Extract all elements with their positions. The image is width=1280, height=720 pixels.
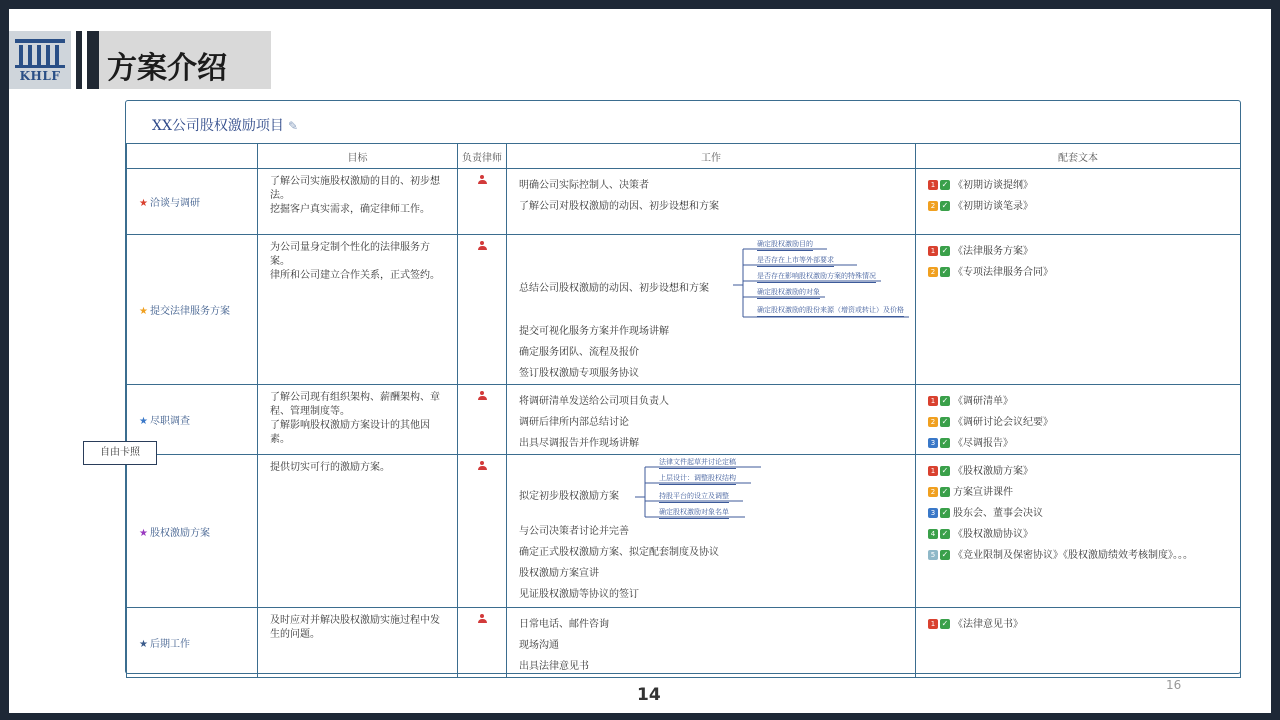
- slide: [9, 9, 1271, 713]
- project-table: [126, 143, 1241, 678]
- stage-cell: [127, 608, 258, 678]
- frame-title: [152, 115, 298, 135]
- work-item: 现场沟通: [519, 640, 559, 651]
- work-item: 提交可视化服务方案并作现场讲解: [519, 326, 669, 337]
- doc-item[interactable]: 2 ✓ 方案宣讲课件: [928, 482, 1240, 503]
- goal-cell: [258, 169, 458, 235]
- table-row: [127, 608, 1241, 678]
- logo-text: KHLF: [19, 69, 61, 83]
- docs-cell: [916, 169, 1241, 235]
- title-accent-bars: [73, 31, 99, 89]
- branch-label: 确定股权激励的对象: [757, 287, 820, 299]
- branch-label: 是否存在上市等外部要求: [757, 255, 834, 267]
- stage-cell: [127, 455, 258, 608]
- table-row: [127, 169, 1241, 235]
- col-header-docs: 配套文本: [916, 144, 1241, 169]
- docs-cell: [916, 455, 1241, 608]
- goal-text: 挖掘客户真实需求，确定律师工作。: [270, 204, 430, 215]
- work-item: 总结公司股权激励的动因、初步设想和方案: [519, 283, 709, 294]
- branch-label: 确定股权激励对象名单: [659, 507, 729, 519]
- table-row: [127, 385, 1241, 455]
- star-icon: ★: [139, 527, 148, 539]
- page-number: 14: [637, 685, 661, 705]
- goal-cell: [258, 235, 458, 385]
- slide-number: 16: [1166, 678, 1182, 692]
- star-icon: ★: [139, 639, 148, 650]
- work-item: 出具法律意见书: [519, 661, 589, 672]
- project-frame: [125, 100, 1241, 674]
- col-header-goal: 目标: [258, 144, 458, 169]
- goal-text: 律所和公司建立合作关系，正式签约。: [270, 270, 440, 281]
- docs-cell: [916, 235, 1241, 385]
- col-header-work: 工作: [507, 144, 916, 169]
- work-item: 日常电话、邮件咨询: [519, 619, 609, 630]
- branch-label: 持股平台的设立及调整: [659, 491, 729, 503]
- person-icon: [478, 461, 487, 470]
- work-item: 拟定初步股权激励方案: [519, 491, 619, 502]
- goal-text: 了解影响股权激励方案设计的其他因素。: [270, 420, 430, 445]
- mind-map: [507, 455, 916, 525]
- lawyer-cell: [458, 169, 507, 235]
- work-cell: [507, 235, 916, 385]
- person-icon: [478, 175, 487, 184]
- stage-label: 尽职调查: [149, 416, 190, 427]
- doc-item[interactable]: 1 ✓ 《股权激励方案》: [928, 461, 1240, 482]
- work-cell: [507, 608, 916, 678]
- star-icon: ★: [139, 416, 148, 427]
- work-item: 调研后律所内部总结讨论: [519, 417, 629, 428]
- work-item: 明确公司实际控制人、决策者: [519, 180, 649, 191]
- khlf-logo: [9, 31, 71, 89]
- work-item: 见证股权激励等协议的签订: [519, 589, 639, 600]
- goal-cell: [258, 608, 458, 678]
- branch-label: 上层设计：调整股权结构: [659, 473, 736, 485]
- work-cell: [507, 455, 916, 608]
- work-item: 签订股权激励专项服务协议: [519, 368, 639, 379]
- page-title: 方案介绍: [107, 51, 227, 86]
- person-icon: [478, 391, 487, 400]
- mind-map: [507, 235, 916, 325]
- stage-label: 提交法律服务方案: [149, 306, 230, 317]
- docs-cell: [916, 608, 1241, 678]
- free-note-box[interactable]: 自由卡照: [83, 441, 157, 465]
- doc-item[interactable]: 3 ✓ 股东会、董事会决议: [928, 503, 1240, 524]
- lawyer-cell: [458, 385, 507, 455]
- goal-text: 了解公司现有组织架构、薪酬架构、章程、管理制度等。: [270, 392, 440, 417]
- docs-cell: [916, 385, 1241, 455]
- table-header-row: [127, 144, 1241, 169]
- work-item: 了解公司对股权激励的动因、初步设想和方案: [519, 201, 719, 212]
- table-row: [127, 235, 1241, 385]
- doc-item[interactable]: 1 ✓ 《调研清单》: [928, 391, 1240, 412]
- doc-item[interactable]: 3 ✓ 《尽调报告》: [928, 433, 1240, 454]
- lawyer-cell: [458, 235, 507, 385]
- goal-text: 及时应对并解决股权激励实施过程中发生的问题。: [270, 615, 440, 640]
- star-icon: ★: [139, 306, 148, 317]
- goal-cell: [258, 455, 458, 608]
- person-icon: [478, 614, 487, 623]
- doc-item[interactable]: 1 ✓ 《初期访谈提纲》: [928, 175, 1240, 196]
- goal-text: 了解公司实施股权激励的目的、初步想法。: [270, 176, 440, 201]
- col-header-stage: [127, 144, 258, 169]
- lawyer-cell: [458, 608, 507, 678]
- work-cell: [507, 169, 916, 235]
- table-row: [127, 455, 1241, 608]
- goal-text: 提供切实可行的激励方案。: [270, 462, 390, 473]
- stage-cell: [127, 235, 258, 385]
- work-item: 出具尽调报告并作现场讲解: [519, 438, 639, 449]
- stage-cell: [127, 169, 258, 235]
- pillars-icon: [15, 39, 65, 69]
- work-cell: [507, 385, 916, 455]
- branch-label: 法律文件起草并讨论定稿: [659, 457, 736, 469]
- person-icon: [478, 241, 487, 250]
- work-item: 将调研清单发送给公司项目负责人: [519, 396, 669, 407]
- doc-item[interactable]: 5 ✓ 《竞业限制及保密协议》《股权激励绩效考核制度》。。。: [928, 545, 1240, 566]
- work-item: 与公司决策者讨论并完善: [519, 526, 629, 537]
- stage-label: 股权激励方案: [149, 527, 210, 539]
- doc-item[interactable]: 4 ✓ 《股权激励协议》: [928, 524, 1240, 545]
- goal-text: 为公司量身定制个性化的法律服务方案。: [270, 242, 430, 267]
- goal-cell: [258, 385, 458, 455]
- work-item: 确定服务团队、流程及报价: [519, 347, 639, 358]
- branch-label: 确定股权激励的股份来源（增资或转让）及价格: [757, 305, 904, 317]
- stage-label: 洽谈与调研: [149, 198, 200, 209]
- doc-item[interactable]: 2 ✓ 《初期访谈笔录》: [928, 196, 1240, 217]
- title-box: [99, 31, 271, 89]
- col-header-lawyer: 负责律师: [458, 144, 507, 169]
- lawyer-cell: [458, 455, 507, 608]
- doc-item[interactable]: 1 ✓ 《法律服务方案》: [928, 241, 1240, 262]
- frame-title-text: XX公司股权激励项目: [152, 118, 284, 134]
- edit-icon[interactable]: ✎: [287, 119, 298, 133]
- branch-label: 是否存在影响股权激励方案的特殊情况: [757, 271, 876, 283]
- doc-item[interactable]: 2 ✓ 《调研讨论会议纪要》: [928, 412, 1240, 433]
- work-item: 股权激励方案宣讲: [519, 568, 599, 579]
- stage-label: 后期工作: [149, 639, 190, 650]
- work-item: 确定正式股权激励方案、拟定配套制度及协议: [519, 547, 719, 558]
- branch-label: 确定股权激励目的: [757, 239, 813, 251]
- star-icon: ★: [139, 198, 148, 209]
- doc-item[interactable]: 2 ✓ 《专项法律服务合同》: [928, 262, 1240, 283]
- doc-item[interactable]: 1 ✓ 《法律意见书》: [928, 614, 1240, 635]
